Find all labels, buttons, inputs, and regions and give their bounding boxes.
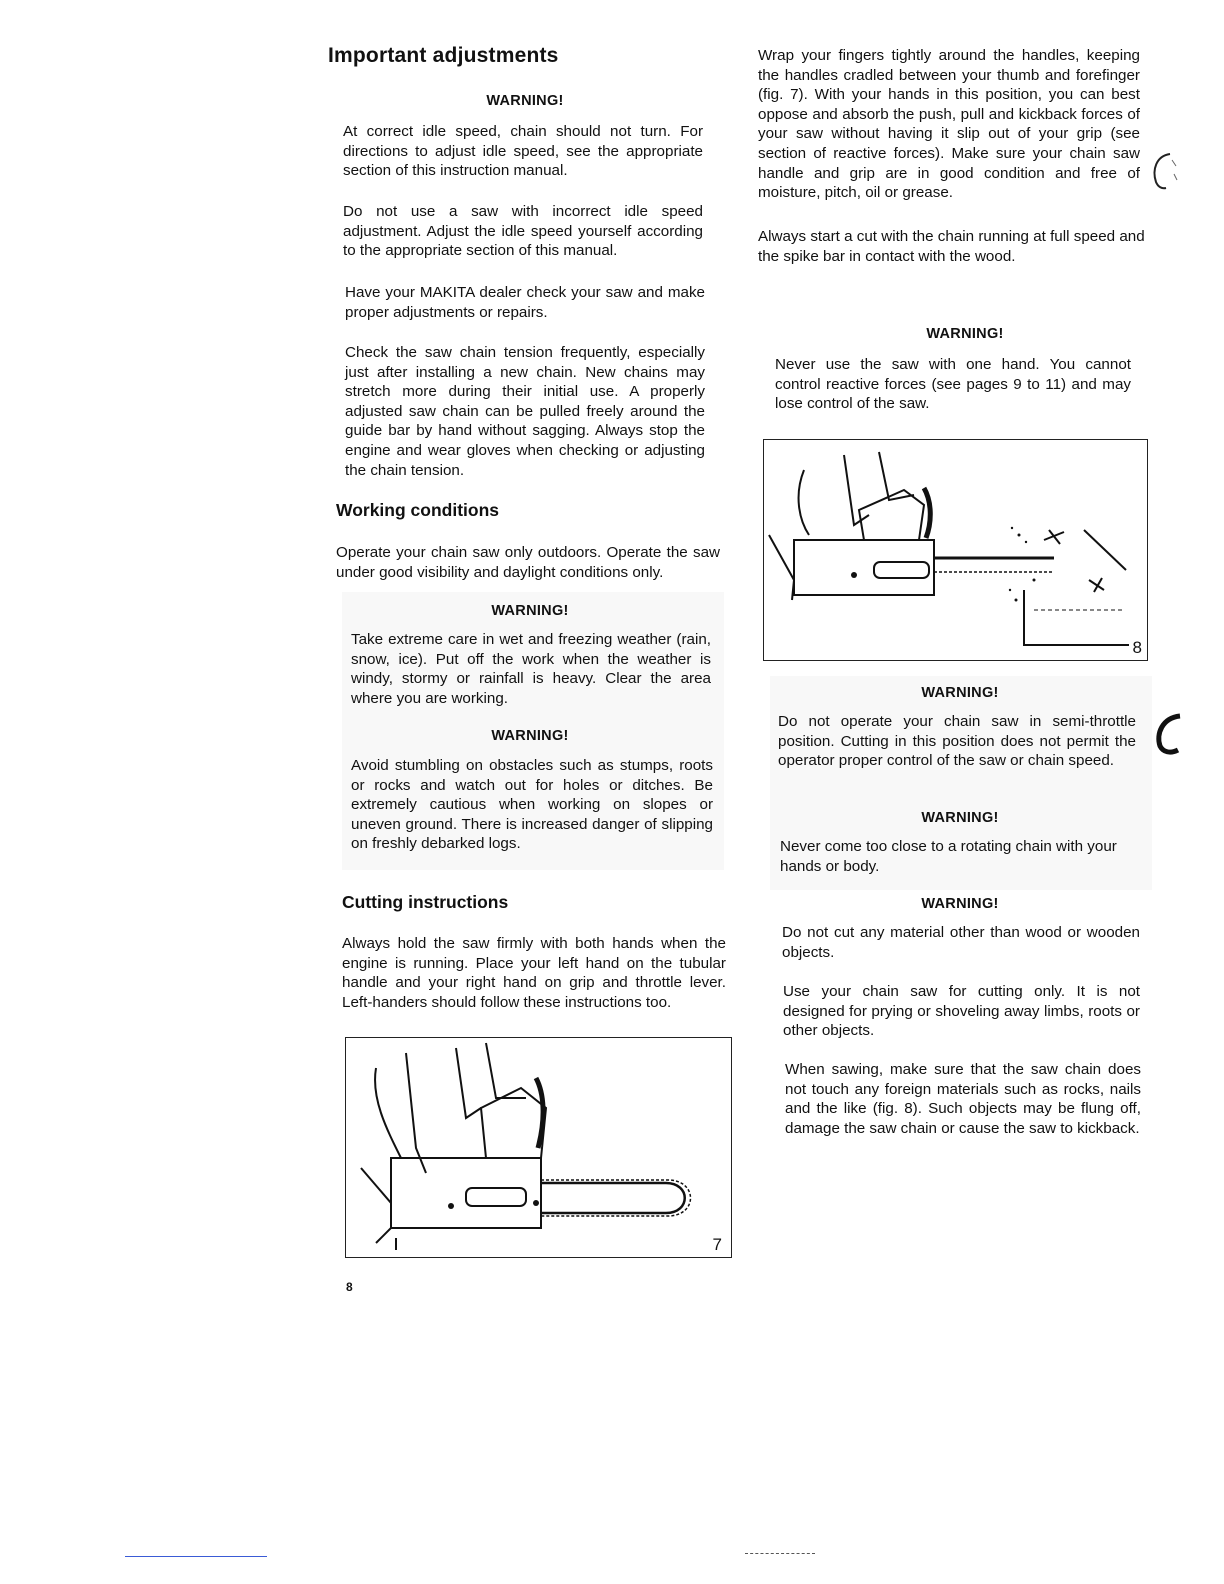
material-warning-text: Do not cut any material other than wood or wooden objects. bbox=[782, 924, 1140, 961]
chainsaw-two-hands-illustration bbox=[346, 1038, 731, 1257]
binder-hole-mark bbox=[1146, 152, 1182, 190]
working-conditions-heading: Working conditions bbox=[336, 500, 500, 520]
footer-dash-mark bbox=[745, 1553, 815, 1555]
start-cut-paragraph: Always start a cut with the chain running at full speed and the spike bar in contact with the wood. bbox=[758, 228, 1145, 265]
chainsaw-debris-illustration bbox=[764, 440, 1147, 660]
footer-rule bbox=[125, 1556, 267, 1557]
figure-8-label: 8 bbox=[1132, 638, 1142, 657]
warning-heading-idle: WARNING! bbox=[486, 93, 564, 109]
figure-7 bbox=[345, 1037, 732, 1258]
one-hand-warning-text: Never use the saw with one hand. You cannot control reactive forces (see pages 9 to 11) and may lose control of the saw. bbox=[775, 356, 1131, 413]
working-conditions-paragraph: Operate your chain saw only outdoors. Operate the saw under good visibility and daylight conditions only. bbox=[336, 544, 720, 581]
foreign-materials-paragraph: When sawing, make sure that the saw chain does not touch any foreign materials such as rocks, nails and the like (fig. 8). Such objects may be flung off, damage the saw chain or cause the saw to kickback. bbox=[785, 1061, 1141, 1137]
cutting-instructions-paragraph: Always hold the saw firmly with both hands when the engine is running. Place your left hand on the tubular handle and your right hand on grip and throttle lever. Left-handers should follow these instructions too. bbox=[342, 935, 726, 1011]
incorrect-idle-paragraph: Do not use a saw with incorrect idle speed adjustment. Adjust the idle speed yourself according to the appropriate section of this manual. bbox=[343, 203, 703, 260]
warning-heading-rotating-chain: WARNING! bbox=[921, 810, 999, 826]
idle-speed-paragraph: At correct idle speed, chain should not turn. For directions to adjust idle speed, see the appropriate section of this instruction manual. bbox=[343, 123, 703, 180]
warning-heading-semi-throttle: WARNING! bbox=[921, 685, 999, 701]
page-number: 8 bbox=[346, 1280, 353, 1294]
figure-7-label: 7 bbox=[712, 1235, 722, 1254]
rotating-chain-warning-text: Never come too close to a rotating chain with your hands or body. bbox=[780, 838, 1117, 875]
warning-heading-weather: WARNING! bbox=[491, 603, 569, 619]
dealer-paragraph: Have your MAKITA dealer check your saw and make proper adjustments or repairs. bbox=[345, 284, 705, 321]
weather-warning-text: Take extreme care in wet and freezing weather (rain, snow, ice). Put off the work when the weather is windy, stormy or rainfall is heavy. Clear the area where you are working. bbox=[351, 631, 711, 707]
warning-heading-material: WARNING! bbox=[921, 896, 999, 912]
cutting-instructions-heading: Cutting instructions bbox=[342, 892, 509, 912]
chain-tension-paragraph: Check the saw chain tension frequently, especially just after installing a new chain. New chains may stretch more during their initial use. A properly adjusted saw chain can be pulled freely around the guide bar by hand without sagging. Always stop the engine and wear gloves when checking or adjusting the chain tension. bbox=[345, 344, 705, 479]
warning-heading-one-hand: WARNING! bbox=[926, 326, 1004, 342]
cutting-only-paragraph: Use your chain saw for cutting only. It is not designed for prying or shoveling away limbs, roots or other objects. bbox=[783, 983, 1140, 1040]
warning-heading-obstacles: WARNING! bbox=[491, 728, 569, 744]
semi-throttle-warning-text: Do not operate your chain saw in semi-throttle position. Cutting in this position does not permit the operator proper control of the saw or chain speed. bbox=[778, 713, 1136, 770]
grip-paragraph: Wrap your fingers tightly around the handles, keeping the handles cradled between your thumb and forefinger (fig. 7). With your hands in this position, you can best oppose and absorb the push, pull and kickback forces of your saw without having it slip out of your grip (see section of reactive forces). Make sure your chain saw handle and grip are in good condition and free of moisture, pitch, oil or grease. bbox=[758, 47, 1140, 202]
page-title: Important adjustments bbox=[328, 44, 559, 67]
obstacles-warning-text: Avoid stumbling on obstacles such as stumps, roots or rocks and watch out for holes or ditches. Be extremely cautious when working on slopes or uneven ground. There is increased danger of slipping on freshly debarked logs. bbox=[351, 757, 713, 853]
binder-hole-mark bbox=[1150, 712, 1190, 756]
figure-8 bbox=[763, 439, 1148, 661]
